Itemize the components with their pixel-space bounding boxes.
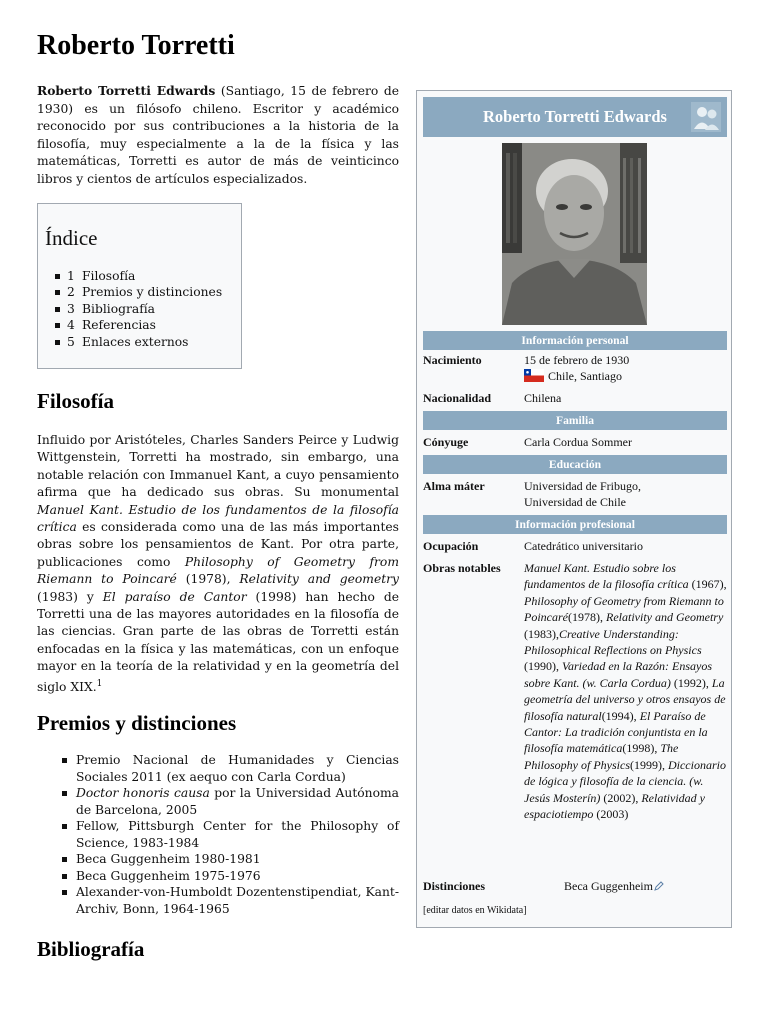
section-heading-premios: Premios y distinciones [37, 711, 237, 735]
value-obras-notables [524, 560, 729, 823]
text-run: (1998) han hecho de Torretti una de las mayores autoridades en la filosofía de las ciencias. Gran parte de las obras de Torretti están enfocadas en la física y las matemáticas, con un enfoque mayor en la teoría de la relatividad y en la geometría del siglo XIX. [37, 589, 399, 694]
toc-item-filosofia[interactable] [67, 268, 222, 284]
infobox [416, 90, 732, 928]
list-item [37, 785, 399, 818]
portrait-photo[interactable] [502, 143, 647, 325]
alma-mater-1[interactable]: Universidad de Fribugo, [524, 479, 641, 493]
work-title[interactable]: Diccionario de lógica y filosofía de la ciencia. (w. Jesús Mosterín) [524, 757, 726, 805]
edit-wikidata-link[interactable]: [editar datos en Wikidata] [423, 905, 527, 916]
work-year: (1999), [629, 757, 668, 772]
value-nacionalidad: Chilena [524, 391, 562, 405]
lead-paragraph [37, 82, 399, 189]
toc-number: 1 [67, 269, 75, 283]
list-item: Beca Guggenheim 1975-1976 [37, 868, 399, 885]
label-alma-mater: Alma máter [423, 479, 485, 493]
section-heading-bibliografia: Bibliografía [37, 937, 145, 961]
toc-label: Filosofía [82, 269, 136, 283]
table-of-contents [37, 203, 242, 369]
label-nacimiento: Nacimiento [423, 353, 482, 367]
infobox-header [423, 97, 727, 137]
toc-title: Índice [45, 226, 98, 250]
value-conyuge[interactable]: Carla Cordua Sommer [524, 435, 632, 449]
toc-number: 3 [67, 301, 75, 316]
label-nacionalidad: Nacionalidad [423, 391, 492, 405]
label-obras-notables: Obras notables [423, 561, 501, 575]
toc-number: 4 [67, 318, 75, 333]
label-distinciones: Distinciones [423, 879, 486, 893]
work-year: (1994), [601, 708, 640, 723]
awards-list [37, 752, 399, 917]
list-item: Beca Guggenheim 1980-1981 [37, 851, 399, 868]
work-title[interactable]: El paraíso de Cantor [102, 589, 247, 604]
work-title[interactable]: Manuel Kant. Estudio sobre los fundamentos de la filosofía crítica [524, 561, 689, 592]
band-informacion-personal: Información personal [423, 331, 727, 350]
reference-link[interactable]: 1 [96, 678, 103, 689]
text-run: (1983) y [37, 589, 103, 604]
toc-item-enlaces[interactable] [67, 334, 222, 350]
section-heading-filosofia: Filosofía [37, 389, 114, 413]
page-title: Roberto Torretti [37, 30, 235, 61]
work-year: (1967), [688, 577, 727, 592]
work-title[interactable]: Relatividad y espaciotiempo [524, 790, 705, 822]
chile-flag-icon [524, 369, 544, 382]
toc-number: 2 [67, 285, 75, 300]
work-title[interactable]: Relativity and geometry [239, 572, 399, 587]
infobox-title: Roberto Torretti Edwards [483, 107, 667, 126]
label-ocupacion: Ocupación [423, 539, 479, 553]
birth-place[interactable] [524, 368, 729, 384]
filosofia-paragraph [37, 432, 399, 696]
work-title[interactable]: Relativity and Geometry [606, 610, 724, 625]
lead-text: (Santiago, 15 de febrero de 1930) es un filósofo chileno. Escritor y académico reconocido por sus contribuciones a la historia de la filosofía, muy especialmente a la de la física y las matemáticas, Torretti es autor de más de veinticinco libros y cientos de artículos especializados. [37, 84, 399, 186]
alma-mater-2[interactable]: Universidad de Chile [524, 495, 626, 510]
work-year: (1983), [524, 626, 559, 641]
toc-item-referencias[interactable] [67, 317, 222, 333]
work-title[interactable]: Philosophy of Geometry from Riemann to Poincaré [37, 554, 399, 587]
text-run: Influido por Aristóteles, Charles Sanders Peirce y Ludwig Wittgenstein, Torretti ha mostrado, sin embargo, una notable relación con Immanuel Kant, a cuyo pensamiento afirma que ha dedicado sus obras. Su monumental [37, 433, 399, 500]
toc-label: Bibliografía [82, 301, 156, 316]
text-run: por la Universidad Autónoma de Barcelona, 2005 [76, 786, 399, 817]
award-title: Doctor honoris causa [76, 786, 210, 800]
toc-number: 5 [67, 334, 75, 349]
work-title[interactable]: Manuel Kant. Estudio de los fundamentos de la filosofía crítica [37, 502, 399, 535]
value-distinciones [564, 878, 768, 894]
list-item: Fellow, Pittsburgh Center for the Philosophy of Science, 1983-1984 [37, 818, 399, 851]
list-item: Premio Nacional de Humanidades y Ciencias Sociales 2011 (ex aequo con Carla Cordua) [37, 752, 399, 785]
toc-label: Enlaces externos [82, 334, 189, 349]
work-title[interactable]: The Philosophy of Physics [524, 741, 679, 772]
value-ocupacion: Catedrático universitario [524, 539, 643, 553]
label-conyuge: Cónyuge [423, 435, 469, 449]
work-year: (1998), [622, 741, 661, 756]
work-title[interactable]: La geometría del universo y otros ensayos de filosofía natural [524, 675, 726, 723]
toc-item-bibliografia[interactable] [67, 301, 222, 317]
band-informacion-profesional: Información profesional [423, 515, 727, 534]
toc-label: Referencias [82, 318, 156, 333]
work-year: (1990), [524, 659, 562, 674]
band-familia: Familia [423, 411, 727, 430]
value-alma-mater [524, 478, 729, 511]
birth-place-text: Chile, Santiago [548, 369, 622, 384]
birth-date: 15 de febrero de 1930 [524, 353, 630, 367]
band-educacion: Educación [423, 455, 727, 474]
work-year: (1992), [670, 675, 712, 690]
work-year: (1978), [568, 610, 606, 625]
text-run: (1978), [176, 572, 240, 587]
lead-bold-name: Roberto Torretti Edwards [37, 83, 216, 98]
portrait-image [502, 143, 647, 325]
text-run: es considerada como una de las más importantes obras sobre los pensamientos de Kant. Por otra parte, publicaciones como [37, 520, 399, 569]
toc-list [67, 268, 222, 350]
work-year: (2002), [600, 790, 642, 805]
toc-label: Premios y distinciones [82, 285, 223, 300]
people-badge-icon [691, 102, 721, 132]
work-title[interactable]: Philosophy of Geometry from Riemann to Poincaré [524, 593, 724, 625]
list-item: Alexander-von-Humboldt Dozentenstipendiat, Kant-Archiv, Bonn, 1964-1965 [37, 884, 399, 917]
work-title[interactable]: Variedad en la Razón: Ensayos sobre Kant. (w. Carla Cordua) [524, 659, 712, 690]
distinction-text[interactable]: Beca Guggenheim [564, 879, 653, 893]
pencil-icon[interactable] [654, 881, 664, 891]
work-title[interactable]: El Paraíso de Cantor: La tradición conjuntista en la filosofía matemática [524, 708, 708, 756]
toc-item-premios[interactable] [67, 284, 222, 300]
work-title[interactable]: Creative Understanding: Philosophical Reflections on Physics [524, 626, 702, 658]
work-year: (2003) [593, 807, 629, 822]
value-nacimiento [524, 352, 729, 385]
